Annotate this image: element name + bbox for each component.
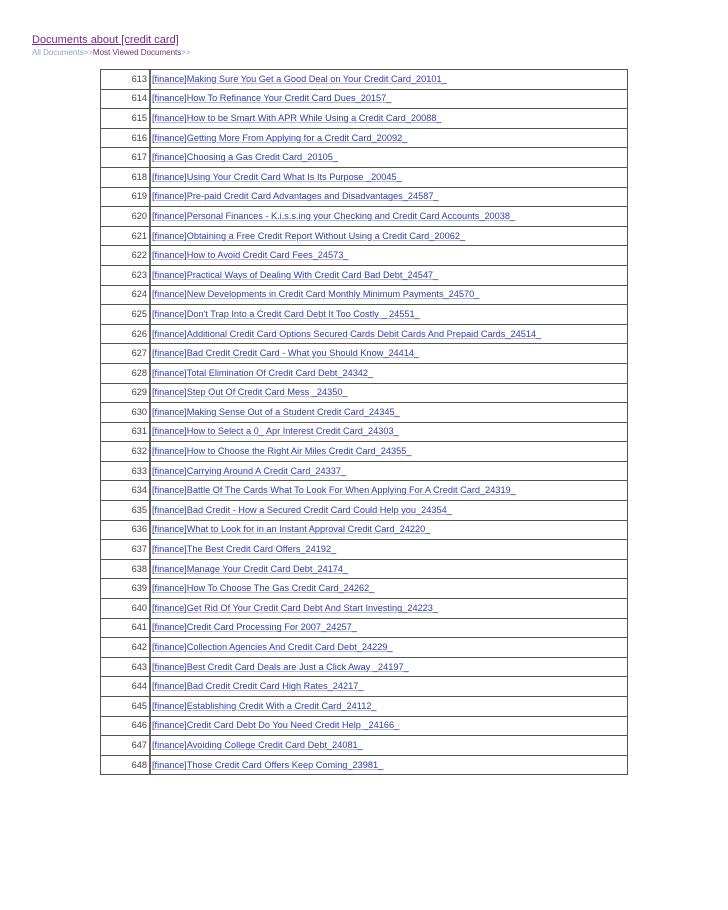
table-row (101, 658, 627, 678)
table-row (101, 305, 627, 325)
document-cell (151, 227, 627, 247)
document-cell (151, 344, 627, 364)
document-cell (151, 70, 627, 90)
document-link[interactable]: [finance]How to be Smart With APR While Using a Credit Card_20088_ (152, 112, 442, 123)
document-cell (151, 736, 627, 756)
document-link[interactable]: [finance]How To Choose The Gas Credit Card_24262_ (152, 583, 375, 594)
document-link[interactable]: [finance]The Best Credit Card Offers_24192_ (152, 544, 337, 555)
table-row (101, 109, 627, 129)
document-link[interactable]: [finance]Collection Agencies And Credit Card Debt_24229_ (152, 642, 393, 653)
document-number: 646 (101, 717, 151, 737)
document-link[interactable]: [finance]Get Rid Of Your Credit Card Debt And Start Investing_24223_ (152, 602, 439, 613)
document-number: 620 (101, 207, 151, 227)
document-link[interactable]: [finance]Practical Ways of Dealing With Credit Card Bad Debt_24547_ (152, 269, 439, 280)
document-cell (151, 246, 627, 266)
document-number: 628 (101, 364, 151, 384)
document-number: 635 (101, 501, 151, 521)
document-link[interactable]: [finance]Making Sense Out of a Student Credit Card_24345_ (152, 406, 400, 417)
document-number: 617 (101, 148, 151, 168)
document-cell (151, 403, 627, 423)
document-link[interactable]: [finance]Pre-paid Credit Card Advantages and Disadvantages_24587_ (152, 191, 439, 202)
document-cell (151, 658, 627, 678)
table-row (101, 638, 627, 658)
document-cell (151, 756, 627, 775)
document-cell (151, 677, 627, 697)
document-cell (151, 364, 627, 384)
document-link[interactable]: [finance]How To Refinance Your Credit Card Dues_20157_ (152, 93, 392, 104)
table-row (101, 266, 627, 286)
table-row (101, 364, 627, 384)
document-link[interactable]: [finance]Choosing a Gas Credit Card_20105_ (152, 152, 338, 163)
document-cell (151, 168, 627, 188)
breadcrumb (32, 48, 191, 58)
document-number: 629 (101, 384, 151, 404)
document-number: 630 (101, 403, 151, 423)
table-row (101, 90, 627, 110)
page-header (32, 33, 191, 58)
document-link[interactable]: [finance]Bad Credit Credit Card High Rates_24217_ (152, 681, 364, 692)
document-number: 623 (101, 266, 151, 286)
document-number: 614 (101, 90, 151, 110)
table-row (101, 148, 627, 168)
document-link[interactable]: [finance]New Developments in Credit Card Monthly Minimum Payments_24570_ (152, 289, 480, 300)
document-number: 633 (101, 462, 151, 482)
table-row (101, 442, 627, 462)
document-cell (151, 286, 627, 306)
document-cell (151, 599, 627, 619)
table-row (101, 188, 627, 208)
table-row (101, 521, 627, 541)
document-link[interactable]: [finance]Using Your Credit Card What Is Its Purpose _20045_ (152, 171, 402, 182)
document-cell (151, 188, 627, 208)
document-cell (151, 697, 627, 717)
table-row (101, 579, 627, 599)
document-cell (151, 540, 627, 560)
document-cell (151, 638, 627, 658)
table-row (101, 403, 627, 423)
document-link[interactable]: [finance]Making Sure You Get a Good Deal on Your Credit Card_20101_ (152, 73, 447, 84)
document-number: 634 (101, 481, 151, 501)
document-number: 638 (101, 560, 151, 580)
document-number: 641 (101, 619, 151, 639)
table-row (101, 481, 627, 501)
breadcrumb-most-viewed[interactable]: Most Viewed Documents (92, 48, 182, 57)
document-number: 627 (101, 344, 151, 364)
breadcrumb-separator: >> (83, 48, 93, 57)
document-number: 618 (101, 168, 151, 188)
document-link[interactable]: [finance]Those Credit Card Offers Keep Coming_23981_ (152, 759, 384, 770)
document-cell (151, 266, 627, 286)
document-link[interactable]: [finance]Personal Finances - K.i.s.s.ing your Checking and Credit Card Accounts_20038_ (152, 210, 516, 221)
document-number: 631 (101, 423, 151, 443)
document-link[interactable]: [finance]Manage Your Credit Card Debt_24174_ (152, 563, 349, 574)
document-number: 625 (101, 305, 151, 325)
document-link[interactable]: [finance]How to Choose the Right Air Miles Credit Card_24355_ (152, 446, 412, 457)
documents-table-body (101, 70, 627, 774)
document-number: 637 (101, 540, 151, 560)
document-link[interactable]: [finance]Best Credit Card Deals are Just a Click Away _24197_ (152, 661, 409, 672)
table-row (101, 717, 627, 737)
table-row (101, 756, 627, 775)
document-cell (151, 619, 627, 639)
table-row (101, 501, 627, 521)
document-cell (151, 207, 627, 227)
table-row (101, 736, 627, 756)
document-link[interactable]: [finance]Getting More From Applying for a Credit Card_20092_ (152, 132, 408, 143)
table-row (101, 384, 627, 404)
document-cell (151, 109, 627, 129)
document-number: 642 (101, 638, 151, 658)
document-number: 639 (101, 579, 151, 599)
document-cell (151, 560, 627, 580)
table-row (101, 207, 627, 227)
document-number: 619 (101, 188, 151, 208)
document-number: 644 (101, 677, 151, 697)
breadcrumb-separator: >> (181, 48, 191, 57)
document-link[interactable]: [finance]Credit Card Debt Do You Need Credit Help _24166_ (152, 720, 400, 731)
document-link[interactable]: [finance]Establishing Credit With a Credit Card_24112_ (152, 700, 377, 711)
document-cell (151, 148, 627, 168)
table-row (101, 227, 627, 247)
document-link[interactable]: [finance]Bad Credit Credit Card - What you Should Know_24414_ (152, 348, 420, 359)
document-link[interactable]: [finance]Credit Card Processing For 2007_24257_ (152, 622, 357, 633)
document-link[interactable]: [finance]Avoiding College Credit Card Debt_24081_ (152, 739, 363, 750)
table-row (101, 677, 627, 697)
document-cell (151, 481, 627, 501)
document-link[interactable]: [finance]How to Select a 0_ Apr Interest Credit Card_24303_ (152, 426, 399, 437)
document-number: 613 (101, 70, 151, 90)
document-link[interactable]: [finance]Total Elimination Of Credit Card Debt_24342_ (152, 367, 374, 378)
table-row (101, 697, 627, 717)
document-link[interactable]: [finance]How to Avoid Credit Card Fees_24573_ (152, 250, 349, 261)
document-number: 648 (101, 756, 151, 775)
table-row (101, 599, 627, 619)
document-number: 643 (101, 658, 151, 678)
document-cell (151, 325, 627, 345)
document-cell (151, 90, 627, 110)
document-cell (151, 129, 627, 149)
document-number: 645 (101, 697, 151, 717)
document-link[interactable]: [finance]Carrying Around A Credit Card_24337_ (152, 465, 347, 476)
document-cell (151, 462, 627, 482)
table-row (101, 129, 627, 149)
table-row (101, 286, 627, 306)
document-number: 621 (101, 227, 151, 247)
table-row (101, 344, 627, 364)
table-row (101, 462, 627, 482)
document-number: 626 (101, 325, 151, 345)
table-row (101, 619, 627, 639)
document-number: 640 (101, 599, 151, 619)
document-cell (151, 442, 627, 462)
table-row (101, 168, 627, 188)
document-cell (151, 384, 627, 404)
document-cell (151, 305, 627, 325)
document-cell (151, 521, 627, 541)
document-link[interactable]: [finance]Obtaining a Free Credit Report Without Using a Credit Card_20062_ (152, 230, 466, 241)
breadcrumb-all-documents[interactable]: All Documents (32, 48, 84, 57)
document-link[interactable]: [finance]Additional Credit Card Options Secured Cards Debit Cards And Prepaid Cards_24514_ (152, 328, 542, 339)
table-row (101, 246, 627, 266)
table-row (101, 70, 627, 90)
table-row (101, 560, 627, 580)
document-cell (151, 501, 627, 521)
document-number: 615 (101, 109, 151, 129)
document-number: 622 (101, 246, 151, 266)
document-link[interactable]: [finance]Battle Of The Cards What To Look For When Applying For A Credit Card_24319_ (152, 485, 516, 496)
documents-table (100, 69, 628, 775)
table-row (101, 540, 627, 560)
document-cell (151, 423, 627, 443)
document-link[interactable]: [finance]Step Out Of Credit Card Mess _24350_ (152, 387, 348, 398)
table-row (101, 423, 627, 443)
document-number: 632 (101, 442, 151, 462)
document-cell (151, 717, 627, 737)
document-link[interactable]: [finance]What to Look for in an Instant Approval Credit Card_24220_ (152, 524, 431, 535)
document-number: 647 (101, 736, 151, 756)
document-cell (151, 579, 627, 599)
document-number: 624 (101, 286, 151, 306)
document-link[interactable]: [finance]Bad Credit - How a Secured Credit Card Could Help you_24354_ (152, 504, 452, 515)
document-link[interactable]: [finance]Don't Trap Into a Credit Card Debt It Too Costly _ 24551_ (152, 308, 420, 319)
document-number: 616 (101, 129, 151, 149)
document-number: 636 (101, 521, 151, 541)
page-title[interactable]: Documents about [credit card] (32, 34, 179, 46)
table-row (101, 325, 627, 345)
